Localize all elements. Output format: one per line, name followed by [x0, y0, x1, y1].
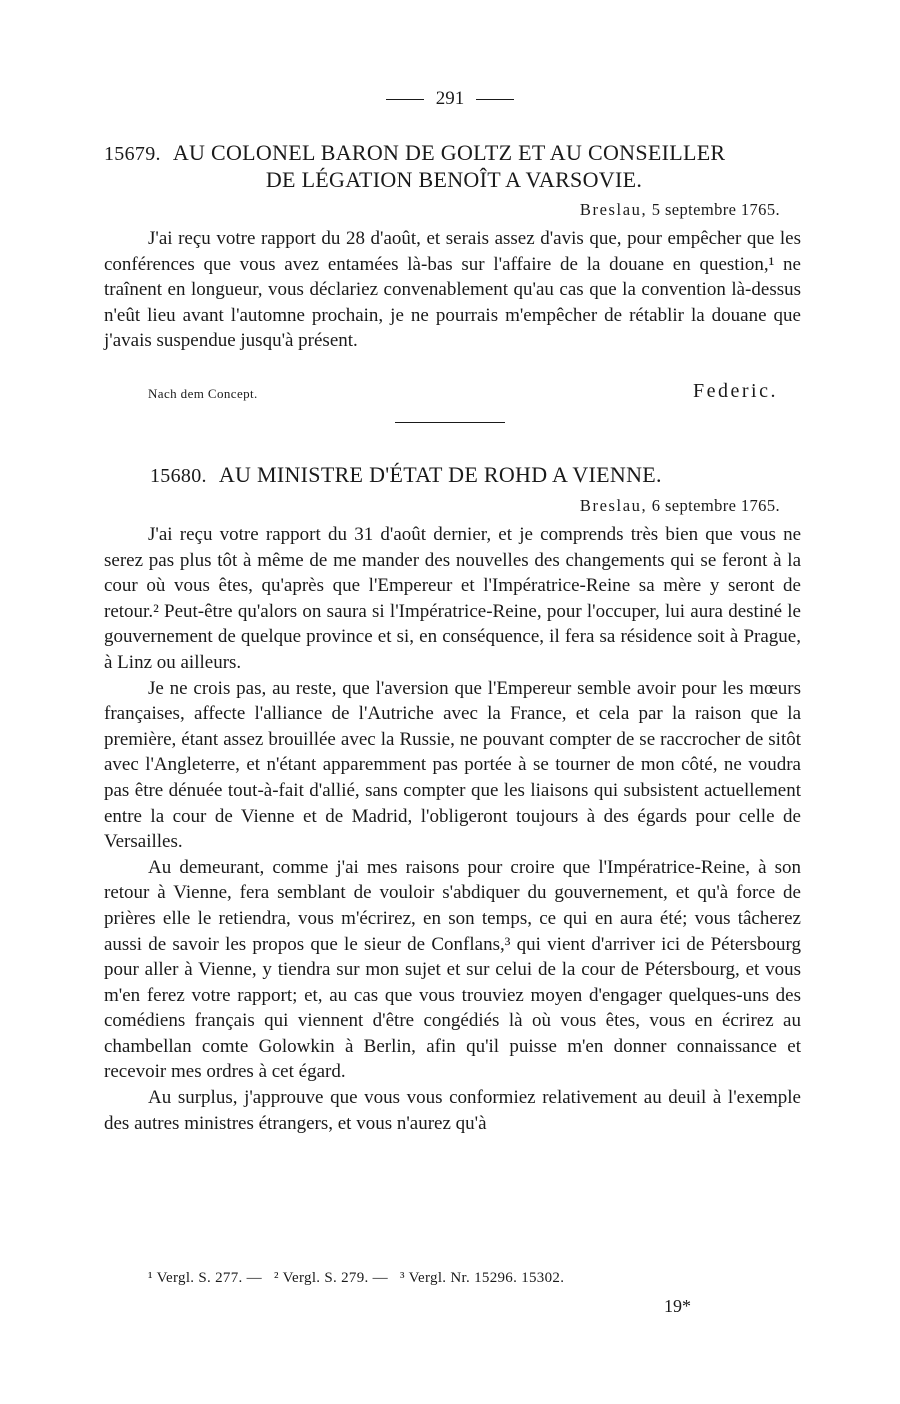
page-number [0, 88, 900, 110]
letter-1-paragraph: J'ai reçu votre rapport du 28 d'août, et serais assez d'avis que, pour empêcher que les conférences que vous avez entamées là-bas sur l'affaire de la douane en question,¹ ne traînent en longueur, vous déclariez convenablement qu'au cas que la convention là-dessus n'eût lieu avant l'automne prochain, je ne pourrais m'empêcher de rétablir la douane que j'avais suspendue jusqu'à présent. [104, 228, 801, 352]
letter-1-date: 5 septembre 1765. [651, 200, 780, 219]
letter-2-date: 6 septembre 1765. [651, 496, 780, 515]
footnote-1: ¹ Vergl. S. 277. — [148, 1270, 262, 1286]
letter-2-paragraph-3: Au demeurant, comme j'ai mes raisons pour croire que l'Impératrice-Reine, à son retour à Vienne, fera semblant de vouloir s'abdiquer du gouvernement, et qu'à force de prières elle le retiendra, vous m'écrirez, en son temps, ce qui en aura été; vous tâcherez aussi de savoir les propos que le sieur de Conflans,³ qui vient d'arriver ici de Pétersbourg pour aller à Vienne, y tiendra sur mon sujet et sur celui de la cour de Pétersbourg, et vous m'en ferez votre rapport; et, au cas que vous trouviez moyen d'engager quelques-uns des comédiens français qui viennent d'être congédiés là où vous êtes, vous en écrirez au chambellan comte Golowkin à Berlin, afin qu'il puisse m'en donner connaissance et recevoir mes ordres à cet égard. [104, 856, 801, 1083]
letter-1-dateline [580, 200, 780, 220]
letter-1-place: Breslau, [579, 200, 648, 219]
page-number-rule-left [386, 99, 424, 100]
letter-1-signature: Federic. [693, 380, 778, 402]
footnote-3: ³ Vergl. Nr. 15296. 15302. [400, 1270, 565, 1286]
letter-2-paragraph-4: Au surplus, j'approuve que vous vous conformiez relativement au deuil à l'exemple des autres ministres étrangers, et vous n'aurez qu'à [104, 1087, 801, 1134]
letter-1-source-note: Nach dem Concept. [148, 386, 258, 401]
footnote-2: ² Vergl. S. 279. — [274, 1270, 388, 1286]
letter-2-heading [150, 462, 800, 489]
footnotes [148, 1270, 788, 1287]
letter-2-heading-line1: AU MINISTRE D'ÉTAT DE ROHD A VIENNE. [218, 462, 662, 487]
section-divider [395, 422, 505, 423]
letter-2-dateline [580, 496, 780, 516]
letter-2-paragraph-2: Je ne crois pas, au reste, que l'aversion que l'Empereur semble avoir pour les mœurs françaises, affecte l'alliance de l'Autriche avec la France, et cela par la raison que la première, étant assez brouillée avec la Russie, ne pouvant compter de se raccrocher de sitôt avec l'Angleterre, et n'étant apparemment pas portée à se tourner de mon côté, ne voudra pas être dénuée tout-à-fait d'allié, sans compter que les liaisons qui subsistent actuellement entre la cour de Vienne et de Madrid, l'obligeront toujours à des égards pour celle de Versailles. [104, 677, 801, 853]
letter-1-body [104, 226, 801, 354]
letter-1-number: 15679. [104, 143, 161, 165]
letter-2-body [104, 522, 801, 1136]
printer-signature-mark: 19* [664, 1296, 691, 1316]
letter-1-heading-line2: DE LÉGATION BENOÎT A VARSOVIE. [265, 167, 643, 192]
page-number-rule-right [476, 99, 514, 100]
letter-2-paragraph-1: J'ai reçu votre rapport du 31 d'août dernier, et je comprends très bien que vous ne serez pas plus tôt à même de me mander des nouvelles des changements qui se feront à la cour où vous êtes, qu'après que l'Empereur et l'Impératrice-Reine sa mère y seront de retour.² Peut-être qu'alors on saura si l'Impératrice-Reine, pour l'occuper, lui aura destiné le gouvernement de quelque province et si, en conséquence, il fera sa résidence soit à Prague, à Linz ou ailleurs. [104, 524, 801, 673]
letter-1-heading-line1: AU COLONEL BARON DE GOLTZ ET AU CONSEILLER [172, 140, 726, 165]
letter-2-number: 15680. [150, 465, 207, 487]
letter-2-place: Breslau, [579, 496, 648, 515]
letter-1-heading [104, 140, 804, 193]
page-number-text: 291 [435, 88, 465, 109]
